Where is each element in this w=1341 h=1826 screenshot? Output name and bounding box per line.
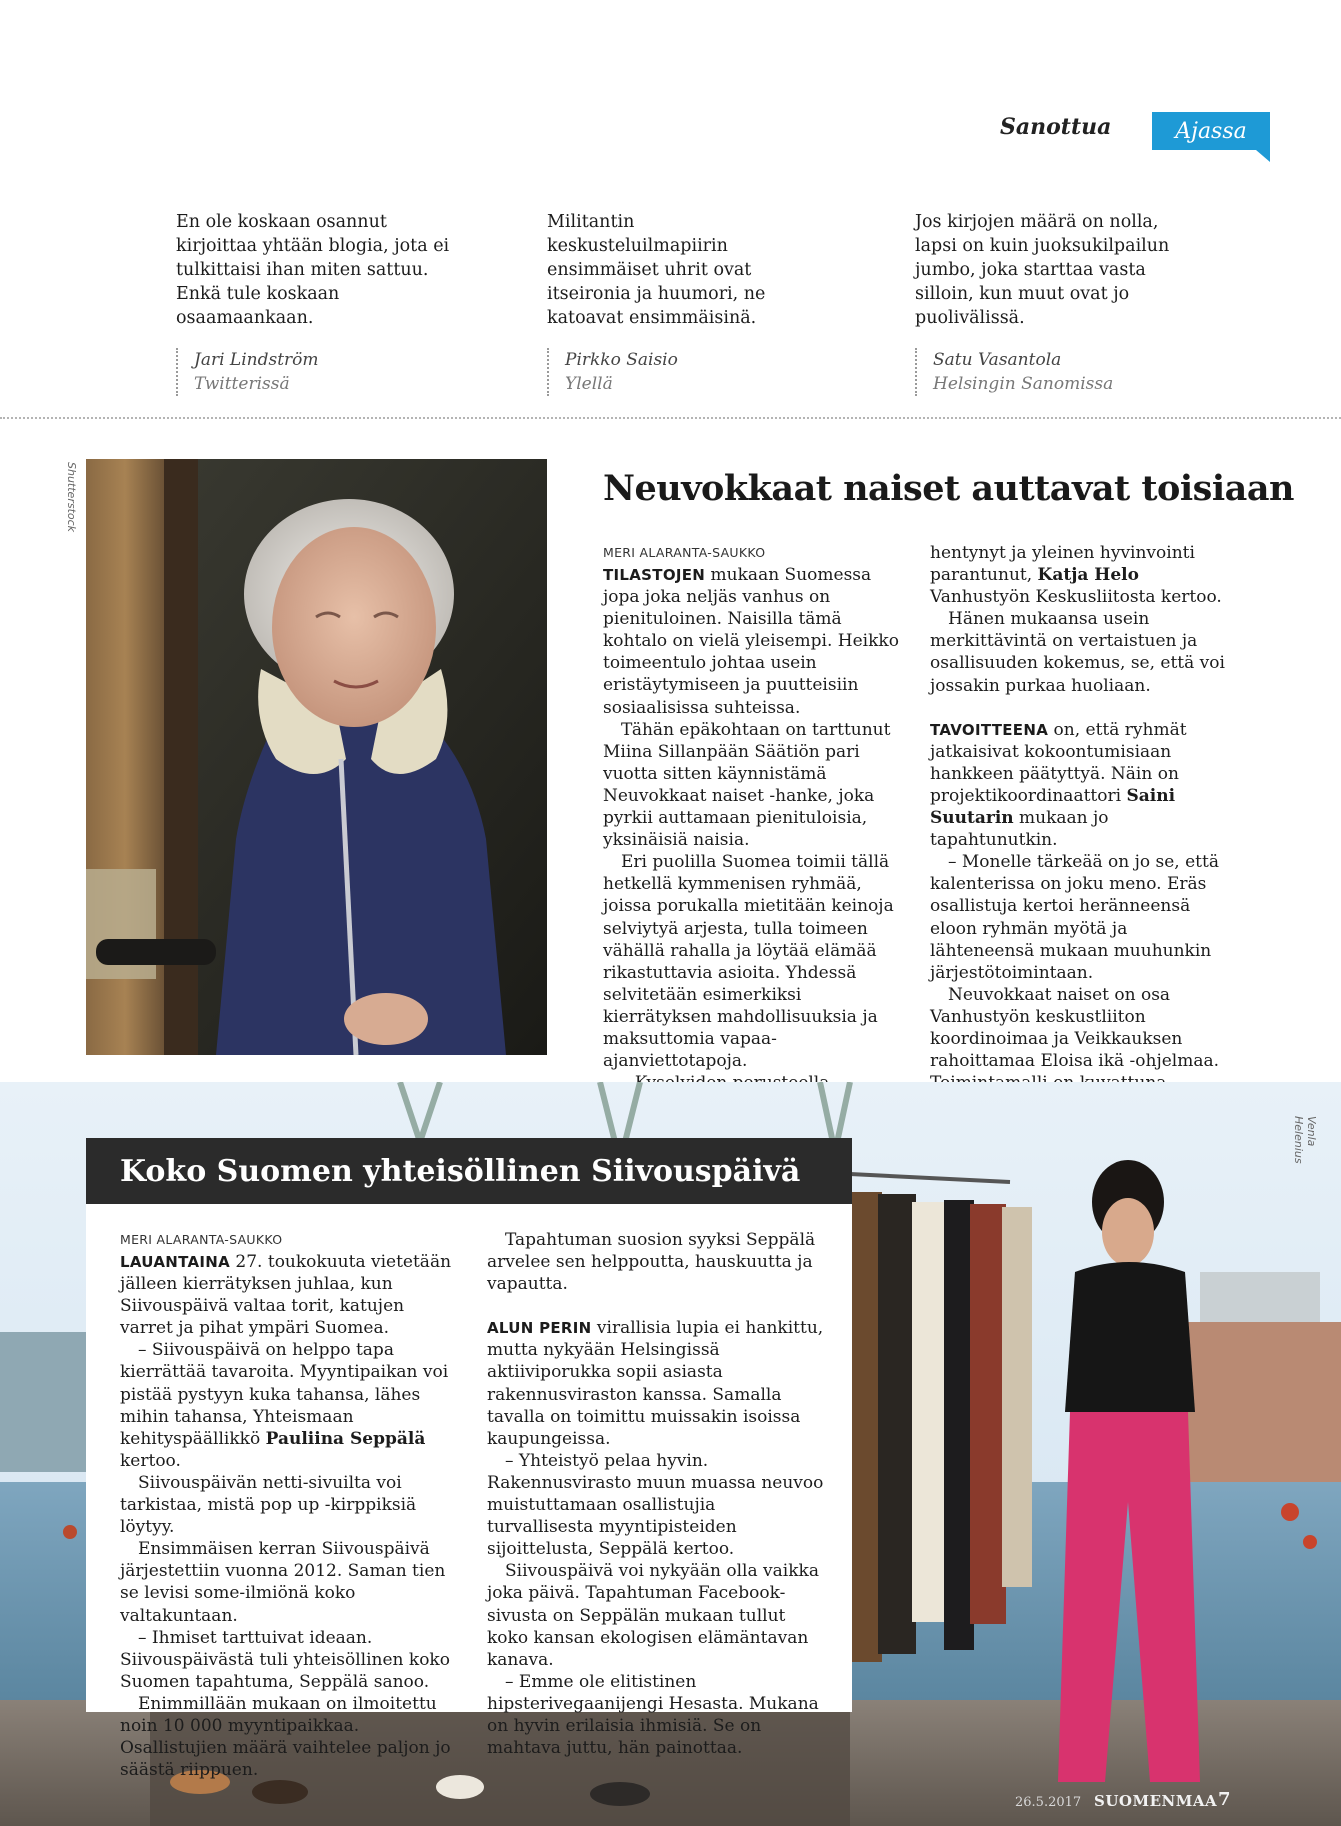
quote-text: Jos kirjojen määrä on nolla, lapsi on kuin juoksukilpailun jumbo, joka starttaa vasta silloin, kun muut ovat jo puolivälissä.	[915, 212, 1170, 328]
dotted-divider	[0, 417, 1341, 419]
quote-author: Satu Vasantola	[933, 350, 1062, 370]
quote-2	[547, 210, 847, 396]
quote-1	[176, 210, 476, 396]
person-name: Saini Suutarin	[930, 785, 1176, 829]
paragraph: – Siivouspäivä on helppo tapa kierrättää tavaroita. Myyntipaikan voi pistää pystyyn kuka tahansa, lähes mihin tahansa, Yhteismaan kehityspäällikkö Pauliina Seppälä kertoo.	[120, 1340, 449, 1471]
paragraph: – Monelle tärkeää on jo se, että kalenterissa on joku meno. Eräs osallistuja kertoi heränneensä eloon ryhmän myötä ja lähteneensä mukaan muuhunkin järjestötoimintaan.	[930, 852, 1219, 983]
article2-column-1	[120, 1229, 460, 1781]
quote-attribution	[176, 348, 476, 396]
quote-source: Ylellä	[565, 374, 613, 394]
paragraph: Tähän epäkohtaan on tarttunut Miina Sillanpään Säätiön pari vuotta sitten käynnistämä Neuvokkaat naiset -hanke, joka pyrkii auttamaan pienituloisia, yksinäisiä naisia.	[603, 719, 891, 851]
paragraph: Enimmillään mukaan on ilmoitettu noin 10 000 myyntipaikkaa. Osallistujien määrä vaihtelee paljon jo säästä riippuen.	[120, 1693, 451, 1781]
quote-source: Helsingin Sanomissa	[933, 374, 1114, 394]
lead-word: LAUANTAINA	[120, 1253, 231, 1271]
byline: MERI ALARANTA-SAUKKO	[120, 1232, 283, 1247]
paragraph: Siivouspäivä voi nykyään olla vaikka joka päivä. Tapahtuman Facebook-sivusta on Seppälän mukaan tullut koko kansan ekologisen elämäntavan kanava.	[487, 1561, 819, 1670]
person-name: Pauliina Seppälä	[265, 1428, 426, 1449]
quote-text: En ole koskaan osannut kirjoittaa yhtään blogia, jota ei tulkittaisi ihan miten sattuu. Enkä tule koskaan osaamaankaan.	[176, 212, 450, 328]
article1-column-2	[930, 542, 1230, 1116]
section-tab: Ajassa	[1152, 112, 1270, 150]
page-number: 7	[1218, 1789, 1231, 1810]
lead-word: TILASTOJEN	[603, 566, 706, 584]
quote-text: Militantin keskusteluilmapiirin ensimmäiset uhrit ovat itseironia ja huumori, ne katoavat ensimmäisinä.	[547, 212, 766, 328]
publication-name: SUOMENMAA	[1094, 1792, 1218, 1810]
paragraph: – Ihmiset tarttuivat ideaan. Siivouspäivästä tuli yhteisöllinen koko Suomen tapahtuma, Seppälä sanoo.	[120, 1627, 450, 1692]
article2-column-2	[487, 1229, 827, 1759]
paragraph: – Emme ole elitistinen hipsterivegaanijengi Hesasta. Mukana on hyvin erilaisia ihmisiä. Se on mahtava juttu, hän painottaa.	[487, 1671, 819, 1759]
paragraph: LAUANTAINA 27. toukokuuta vietetään jälleen kierrätyksen juhlaa, kun Siivouspäivä valtaa torit, katujen varret ja pihat ympäri Suomea.	[120, 1252, 452, 1339]
paragraph: TILASTOJEN mukaan Suomessa jopa joka neljäs vanhus on pienituloinen. Naisilla tämä kohtalo on vielä yleisempi. Heikko toimeentulo johtaa usein eristäytymiseen ja puutteisiin sosiaalisissa suhteissa.	[603, 565, 899, 718]
quote-3	[915, 210, 1215, 396]
lead-word: TAVOITTEENA	[930, 720, 1049, 739]
paragraph: TAVOITTEENA on, että ryhmät jatkaisivat kokoontumisiaan hankkeen päätyttyä. Näin on projektikoordinaattori Saini Suutarin mukaan jo tapahtunutkin.	[930, 719, 1187, 851]
quote-attribution	[547, 348, 847, 396]
paragraph: Neuvokkaat naiset on osa Vanhustyön keskustliiton koordinoimaa ja Veikkauksen rahoittamaa Eloisa ikä -ohjelmaa.	[930, 984, 1220, 1072]
article1-column-1	[603, 542, 903, 1138]
issue-date: 26.5.2017	[1015, 1795, 1082, 1810]
photo-credit: Venla Helenius	[1292, 1116, 1318, 1164]
paragraph: Ensimmäisen kerran Siivouspäivä järjestettiin vuonna 2012. Saman tien se levisi some-ilmiönä koko valtakuntaan.	[120, 1539, 446, 1626]
article-title: Koko Suomen yhteisöllinen Siivouspäivä	[86, 1138, 852, 1204]
paragraph: Hänen mukaansa usein merkittävintä on vertaistuen ja osallisuuden kokemus, se, että voi jossakin purkaa huoliaan.	[930, 609, 1225, 696]
photo-credit: Shutterstock	[65, 462, 78, 533]
byline: MERI ALARANTA-SAUKKO	[603, 545, 766, 560]
article-title: Neuvokkaat naiset auttavat toisiaan	[603, 468, 1294, 509]
elderly-woman-photo	[86, 459, 547, 1055]
lead-word: ALUN PERIN	[487, 1319, 592, 1338]
tab-notch	[1256, 150, 1270, 162]
paragraph: hentynyt ja yleinen hyvinvointi parantunut, Katja Helo Vanhustyön Keskusliitosta kertoo.	[930, 543, 1222, 608]
paragraph: Eri puolilla Suomea toimii tällä hetkellä kymmenisen ryhmää, joissa porukalla mietitään keinoja selviytyä arjesta, tulla toimeen vähällä rahalla ja löytää elämää rikastuttavia asioita. Yhdessä selvitetään esimerkiksi kierrätyksen mahdollisuuksia ja maksuttomia vapaa-ajanviettotapoja.	[603, 852, 894, 1072]
quote-author: Jari Lindström	[194, 350, 319, 370]
quote-attribution	[915, 348, 1215, 396]
paragraph: – Yhteistyö pelaa hyvin. Rakennusvirasto muun muassa neuvoo muistuttamaan osallistujia turvallisesta myyntipisteiden sijoittelusta, Seppälä kertoo.	[487, 1450, 824, 1560]
section-label: Sanottua	[1000, 114, 1112, 140]
person-name: Katja Helo	[1037, 565, 1139, 586]
paragraph: Tapahtuman suosion syyksi Seppälä arvelee sen helppoutta, hauskuutta ja vapautta.	[487, 1230, 816, 1295]
quote-author: Pirkko Saisio	[565, 350, 678, 370]
quote-source: Twitterissä	[194, 374, 290, 394]
paragraph: Siivouspäivän netti-sivuilta voi tarkistaa, mistä pop up -kirppiksiä löytyy.	[120, 1472, 417, 1538]
paragraph: ALUN PERIN virallisia lupia ei hankittu, mutta nykyään Helsingissä aktiiviporukka sopii asiasta rakennusviraston kanssa. Samalla tavalla on toimittu muissakin isoissa kaupungeissa.	[487, 1318, 824, 1449]
